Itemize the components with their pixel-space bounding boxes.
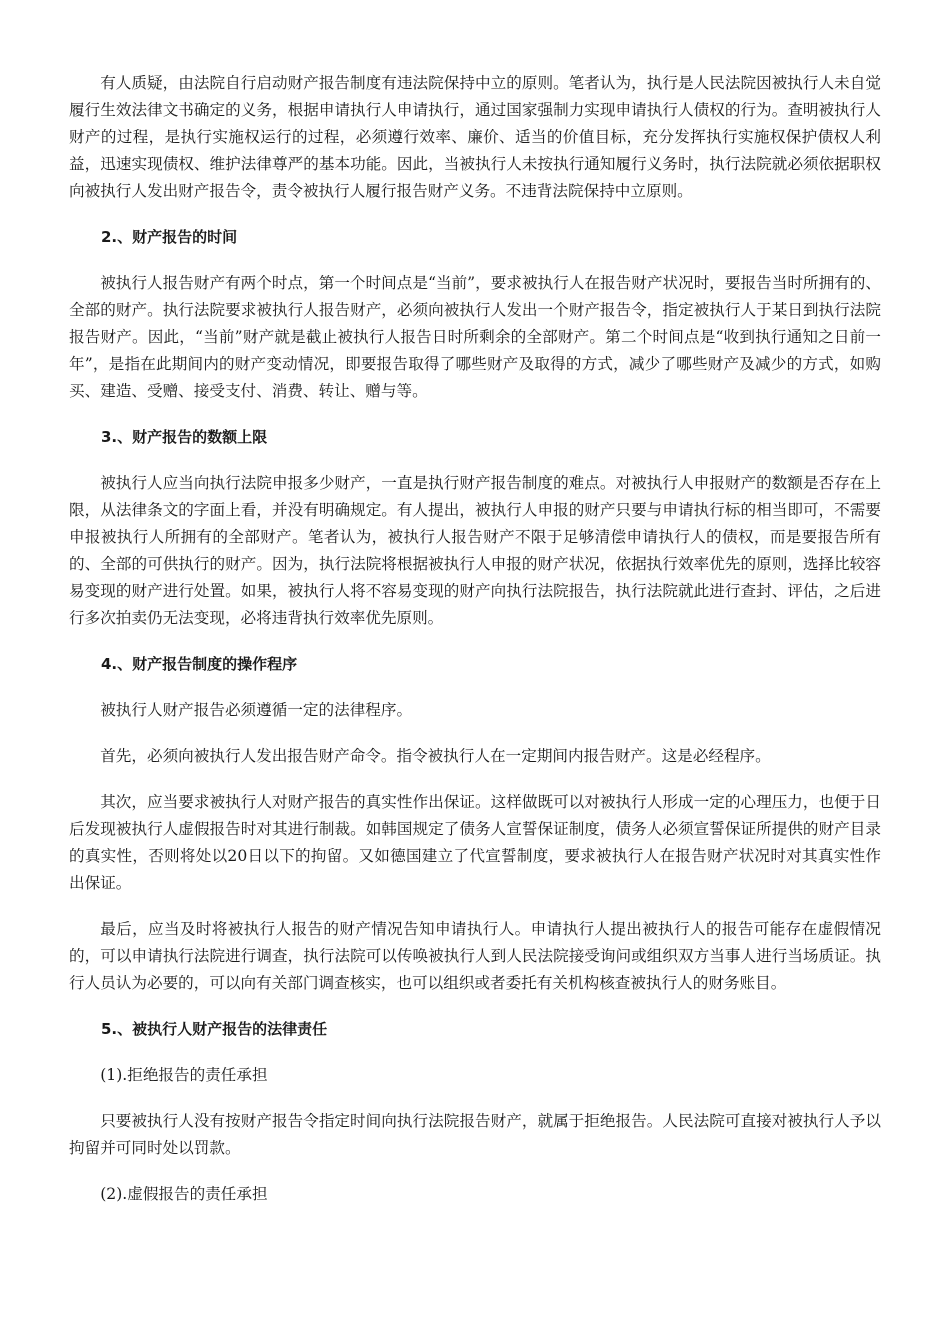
intro-paragraph: 有人质疑，由法院自行启动财产报告制度有违法院保持中立的原则。笔者认为，执行是人民法院因被执行人未自觉履行生效法律文书确定的义务，根据申请执行人申请执行，通过国家强制力实现申请执行人债权的行为。查明被执行人财产的过程，是执行实施权运行的过程，必须遵行效率、廉价、适当的价值目标，充分发挥执行实施权保护债权人利益，迅速实现债权、维护法律尊严的基本功能。因此，当被执行人未按执行通知履行义务时，执行法院就必须依据职权向被执行人发出财产报告令，责令被执行人履行报告财产义务。不违背法院保持中立原则。	[69, 74, 881, 200]
section-4-paragraph-2: 首先，必须向被执行人发出报告财产命令。指令被执行人在一定期间内报告财产。这是必经程序。	[100, 747, 771, 765]
section-4-heading: 4.、财产报告制度的操作程序	[101, 655, 298, 673]
section-5-heading: 5.、被执行人财产报告的法律责任	[101, 1020, 328, 1038]
section-5-subheading-1: (1).拒绝报告的责任承担	[100, 1066, 268, 1084]
section-4-paragraph-3: 其次，应当要求被执行人对财产报告的真实性作出保证。这样做既可以对被执行人形成一定的心理压力，也便于日后发现被执行人虚假报告时对其进行制裁。如韩国规定了债务人宣誓保证制度，债务人必须宣誓保证所提供的财产目录的真实性，否则将处以20日以下的拘留。又如德国建立了代宣誓制度，要求被执行人在报告财产状况时对其真实性作出保证。	[69, 793, 881, 892]
section-5-paragraph-1: 只要被执行人没有按财产报告令指定时间向执行法院报告财产，就属于拒绝报告。人民法院可直接对被执行人予以拘留并可同时处以罚款。	[69, 1112, 881, 1157]
section-4-paragraph-4: 最后，应当及时将被执行人报告的财产情况告知申请执行人。申请执行人提出被执行人的报告可能存在虚假情况的，可以申请执行法院进行调查，执行法院可以传唤被执行人到人民法院接受询问或组织双方当事人进行当场质证。执行人员认为必要的，可以向有关部门调查核实，也可以组织或者委托有关机构核查被执行人的财务账目。	[69, 920, 881, 992]
section-3-paragraph: 被执行人应当向执行法院申报多少财产，一直是执行财产报告制度的难点。对被执行人申报财产的数额是否存在上限，从法律条文的字面上看，并没有明确规定。有人提出，被执行人申报的财产只要与申请执行标的相当即可，不需要申报被执行人所拥有的全部财产。笔者认为，被执行人报告财产不限于足够清偿申请执行人的债权，而是要报告所有的、全部的可供执行的财产。因为，执行法院将根据被执行人申报的财产状况，依据执行效率优先的原则，选择比较容易变现的财产进行处置。如果，被执行人将不容易变现的财产向执行法院报告，执行法院就此进行查封、评估，之后进行多次拍卖仍无法变现，必将违背执行效率优先原则。	[69, 474, 881, 627]
section-4-paragraph-1: 被执行人财产报告必须遵循一定的法律程序。	[100, 701, 413, 719]
section-2-paragraph: 被执行人报告财产有两个时点，第一个时间点是“当前”，要求被执行人在报告财产状况时，要报告当时所拥有的、全部的财产。执行法院要求被执行人报告财产，必须向被执行人发出一个财产报告令，指定被执行人于某日到执行法院报告财产。因此，“当前”财产就是截止被执行人报告日时所剩余的全部财产。第二个时间点是“收到执行通知之日前一年”，是指在此期间内的财产变动情况，即要报告取得了哪些财产及取得的方式，减少了哪些财产及减少的方式，如购买、建造、受赠、接受支付、消费、转让、赠与等。	[69, 274, 881, 400]
section-5-subheading-2: (2).虚假报告的责任承担	[100, 1185, 268, 1203]
document-page	[69, 70, 881, 1227]
section-2-heading: 2.、财产报告的时间	[101, 228, 238, 246]
section-3-heading: 3.、财产报告的数额上限	[101, 428, 268, 446]
